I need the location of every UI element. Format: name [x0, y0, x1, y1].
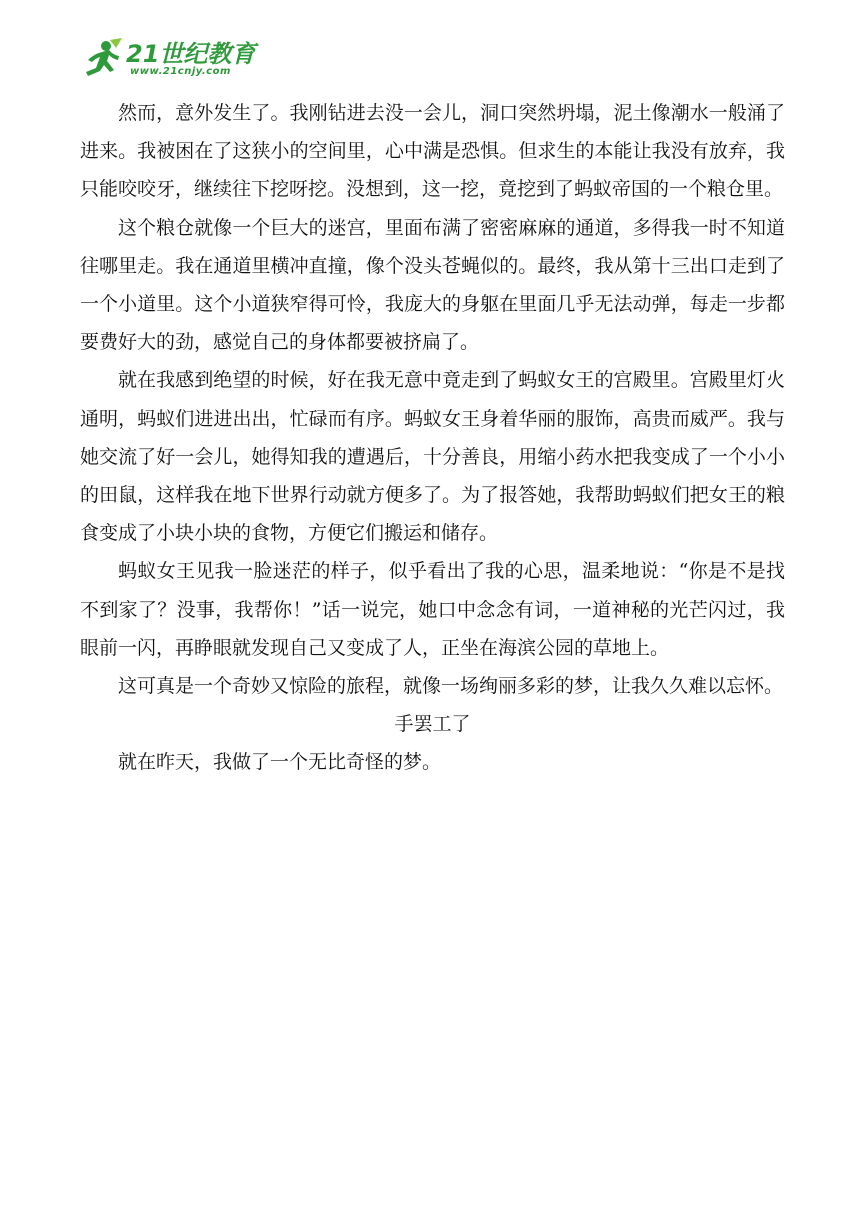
- logo-name: 21世纪教育: [126, 40, 256, 68]
- paragraph: 就在我感到绝望的时候，好在我无意中竟走到了蚂蚁女王的宫殿里。宫殿里灯火通明，蚂蚁们进进出出，忙碌而有序。蚂蚁女王身着华丽的服饰，高贵而威严。我与她交流了好一会儿，她得知我的遭遇后，十分善良，用缩小药水把我变成了一个小小的田鼠，这样我在地下世界行动就方便多了。为了报答她，我帮助蚂蚁们把女王的粮食变成了小块小块的食物，方便它们搬运和储存。: [80, 369, 785, 545]
- logo-url: www.21cnjy.com: [130, 66, 231, 77]
- section-title: 手罢工了: [394, 713, 471, 736]
- document-body: [80, 94, 785, 782]
- paragraph: 蚂蚁女王见我一脸迷茫的样子，似乎看出了我的心思，温柔地说：“你是不是找不到家了？没事，我帮你！”话一说完，她口中念念有词，一道神秘的光芒闪过，我眼前一闪，再睁眼就发现自己又变成了人，正坐在海滨公园的草地上。: [80, 560, 785, 659]
- header-logo: [80, 38, 260, 82]
- paragraph: 这可真是一个奇妙又惊险的旅程，就像一场绚丽多彩的梦，让我久久难以忘怀。: [118, 675, 784, 698]
- paragraph: 这个粮仓就像一个巨大的迷宫，里面布满了密密麻麻的通道，多得我一时不知道往哪里走。我在通道里横冲直撞，像个没头苍蝇似的。最终，我从第十三出口走到了一个小道里。这个小道狭窄得可怜，我庞大的身躯在里面几乎无法动弹，每走一步都要费好大的劲，感觉自己的身体都要被挤扁了。: [80, 216, 785, 354]
- runner-icon: [80, 38, 126, 82]
- paragraph: 就在昨天，我做了一个无比奇怪的梦。: [118, 751, 442, 774]
- paragraph: 然而，意外发生了。我刚钻进去没一会儿，洞口突然坍塌，泥土像潮水一般涌了进来。我被困在了这狭小的空间里，心中满是恐惧。但求生的本能让我没有放弃，我只能咬咬牙，继续往下挖呀挖。没想到，这一挖，竟挖到了蚂蚁帝国的一个粮仓里。: [80, 102, 785, 201]
